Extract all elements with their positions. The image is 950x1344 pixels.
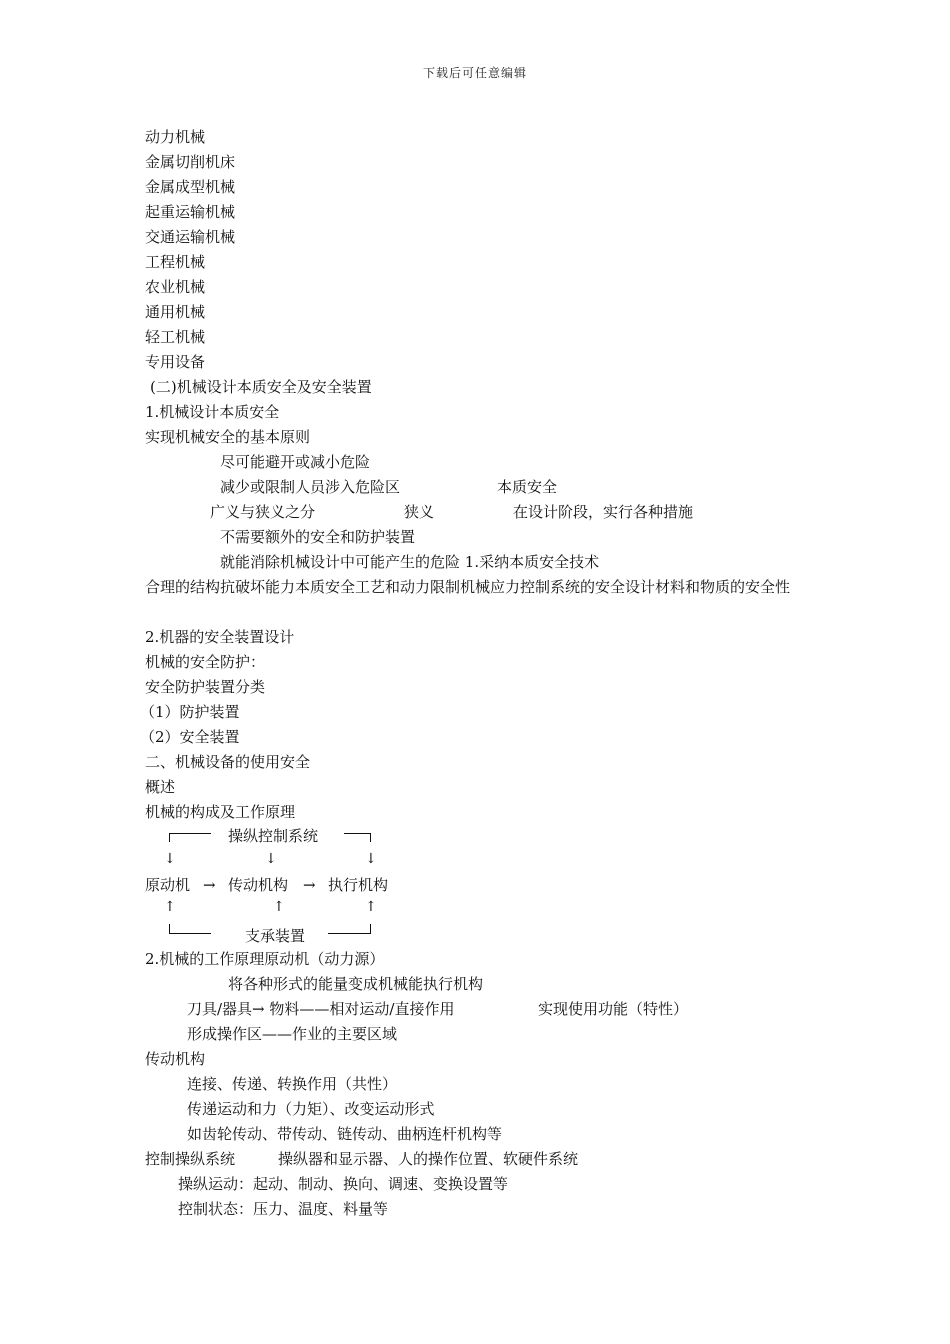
zone-line: 形成操作区——作业的主要区域 [187, 1025, 398, 1043]
bracket-tick [169, 834, 170, 842]
principle-item: 减少或限制人员涉入危险区 [220, 478, 401, 496]
list-item: （2）安全装置 [140, 728, 240, 746]
list-item: （1）防护装置 [140, 703, 240, 721]
prime-mover-description: 将各种形式的能量变成机械能执行机构 [228, 975, 484, 993]
list-item: 轻工机械 [145, 328, 206, 346]
list-item: 交通运输机械 [145, 228, 236, 246]
principle-item: 就能消除机械设计中可能产生的危险 1.采纳本质安全技术 [220, 553, 600, 571]
section-heading: 二、机械设备的使用安全 [145, 753, 311, 771]
control-state: 控制状态：压力、温度、料量等 [178, 1200, 389, 1218]
list-item: 通用机械 [145, 303, 206, 321]
arrow-down-icon: ↓ [265, 851, 277, 867]
classification-label: 安全防护装置分类 [145, 678, 266, 696]
protection-label: 机械的安全防护： [145, 653, 266, 671]
arrow-up-icon: ↑ [273, 899, 285, 915]
control-system-label: 操纵控制系统 [228, 827, 319, 845]
narrow-label: 狭义 [404, 503, 435, 521]
transmission-item: 连接、传递、转换作用（共性） [187, 1075, 398, 1093]
support-device-label: 支承装置 [245, 927, 306, 945]
list-item: 金属成型机械 [145, 178, 236, 196]
list-item: 金属切削机床 [145, 153, 236, 171]
list-item: 动力机械 [145, 128, 206, 146]
operation-motion: 操纵运动：起动、制动、换向、调速、变换设置等 [178, 1175, 509, 1193]
arrow-down-icon: ↓ [365, 851, 377, 867]
arrow-right-icon: → [203, 876, 216, 894]
list-item: 农业机械 [145, 278, 206, 296]
transmission-heading: 传动机构 [145, 1050, 206, 1068]
section-heading: (二)机械设计本质安全及安全装置 [150, 378, 372, 396]
transmission-item: 如齿轮传动、带传动、链传动、曲柄连杆机构等 [187, 1125, 503, 1143]
structure-title: 机械的构成及工作原理 [145, 803, 296, 821]
principle-heading: 2.机械的工作原理原动机（动力源） [145, 950, 385, 968]
function-label: 实现使用功能（特性） [538, 1000, 689, 1018]
tool-line: 刀具/器具→ 物料——相对运动/直接作用 [187, 1000, 455, 1018]
principles-title: 实现机械安全的基本原则 [145, 428, 311, 446]
list-item: 起重运输机械 [145, 203, 236, 221]
broad-narrow-label: 广义与狭义之分 [210, 503, 316, 521]
overview-label: 概述 [145, 778, 176, 796]
transmission-box: 传动机构 [228, 876, 289, 894]
arrow-right-icon: → [303, 876, 316, 894]
arrow-up-icon: ↑ [164, 899, 176, 915]
executor-box: 执行机构 [328, 876, 389, 894]
bracket-line [169, 933, 211, 934]
intrinsic-safety-label: 本质安全 [497, 478, 558, 496]
arrow-down-icon: ↓ [164, 851, 176, 867]
bracket-line [169, 833, 211, 834]
subsection-heading: 1.机械设计本质安全 [145, 403, 280, 421]
arrow-up-icon: ↑ [365, 899, 377, 915]
transmission-item: 传递运动和力（力矩）、改变运动形式 [187, 1100, 435, 1118]
narrow-description: 在设计阶段，实行各种措施 [513, 503, 694, 521]
page-header: 下载后可任意编辑 [422, 66, 527, 80]
bracket-tick [370, 924, 371, 933]
bracket-tick [370, 834, 371, 842]
bracket-line [328, 933, 371, 934]
list-item: 工程机械 [145, 253, 206, 271]
control-description: 操纵器和显示器、人的操作位置、软硬件系统 [278, 1150, 579, 1168]
list-item: 专用设备 [145, 353, 206, 371]
prime-mover-box: 原动机 [145, 876, 191, 894]
principle-item: 不需要额外的安全和防护装置 [220, 528, 416, 546]
principle-item: 尽可能避开或减小危险 [220, 453, 371, 471]
bracket-tick [169, 924, 170, 933]
control-heading: 控制操纵系统 [145, 1150, 236, 1168]
paragraph: 合理的结构抗破坏能力本质安全工艺和动力限制机械应力控制系统的安全设计材料和物质的安全性 [145, 578, 791, 596]
subsection-heading: 2.机器的安全装置设计 [145, 628, 295, 646]
bracket-line [344, 833, 371, 834]
